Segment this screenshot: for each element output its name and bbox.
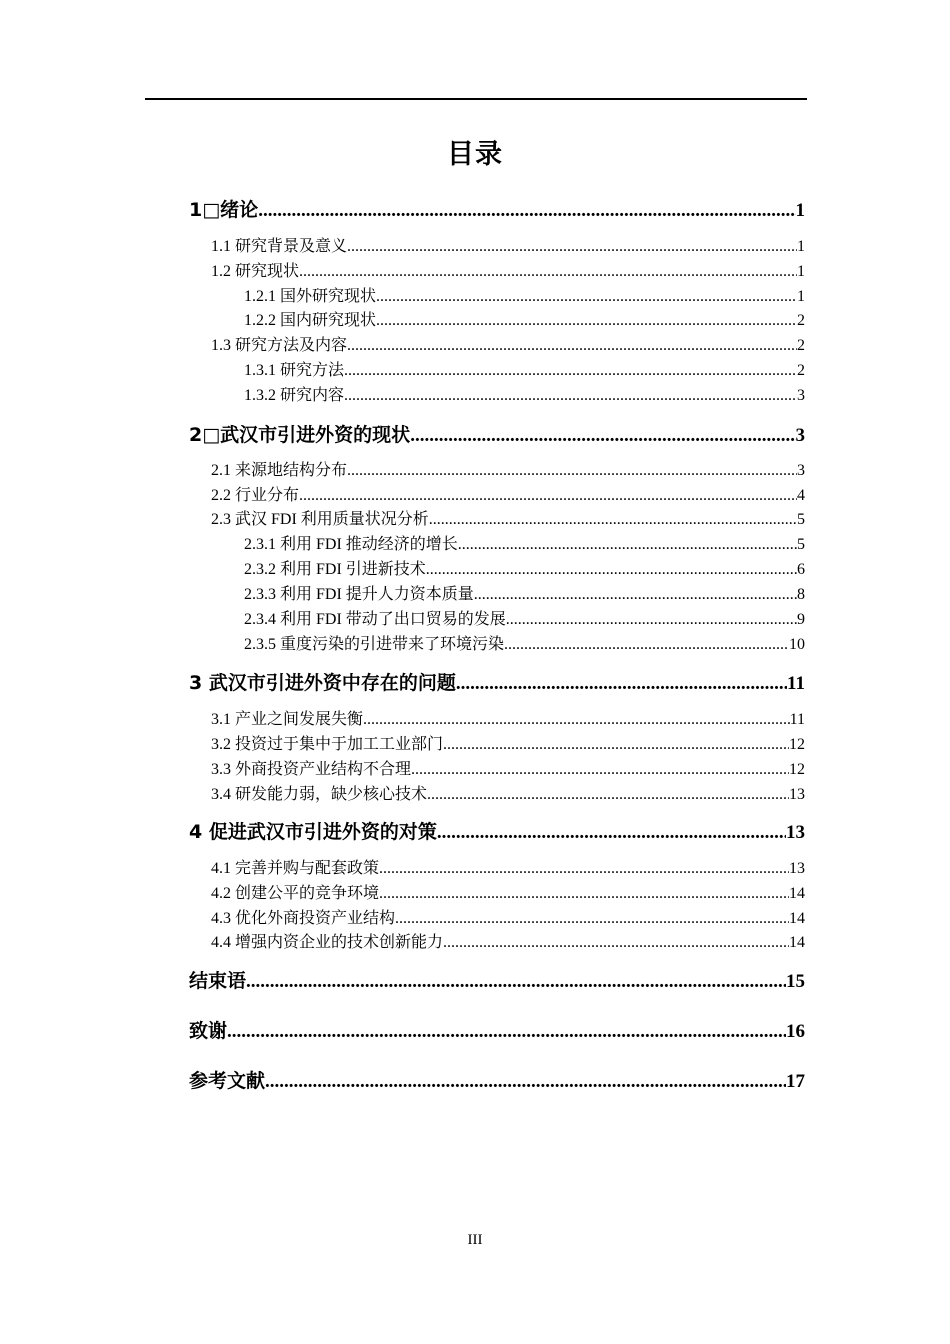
- toc-entry-4-4[interactable]: [211, 932, 805, 954]
- toc-entry-page: 3: [795, 425, 805, 446]
- toc-entry-label: 1.1 研究背景及意义: [211, 238, 348, 255]
- toc-entry-label: 1.2.2 国内研究现状: [244, 312, 377, 329]
- dot-leader: [379, 883, 789, 905]
- toc-entry-label: 2.3.3 利用 FDI 提升人力资本质量: [244, 586, 474, 603]
- toc-entry-label: 4.4 增强内资企业的技术创新能力: [211, 934, 444, 951]
- toc-entry-page: 1: [797, 288, 805, 305]
- toc-entry-2-2[interactable]: [211, 485, 805, 507]
- dot-leader: [344, 360, 797, 382]
- dot-leader: [456, 671, 787, 697]
- toc-entry-page: 12: [789, 736, 805, 753]
- dot-leader: [299, 261, 797, 283]
- toc-entry-1-2[interactable]: [211, 261, 805, 283]
- dot-leader: [265, 1069, 786, 1095]
- dot-leader: [411, 759, 789, 781]
- toc-entry-1-1[interactable]: [211, 236, 805, 258]
- dot-leader: [344, 385, 797, 407]
- toc-entry-page: 1: [795, 200, 805, 221]
- dot-leader: [437, 820, 786, 846]
- dot-leader: [443, 932, 789, 954]
- toc-entry-2-3-5[interactable]: [244, 634, 805, 656]
- toc-entry-3-2[interactable]: [211, 734, 805, 756]
- toc-entry-label: 致谢: [189, 1020, 228, 1042]
- dot-leader: [426, 559, 797, 581]
- dot-leader: [347, 460, 797, 482]
- toc-entry-label: 2.3.4 利用 FDI 带动了出口贸易的发展: [244, 611, 506, 628]
- toc-entry-1-3-1[interactable]: [244, 360, 805, 382]
- dot-leader: [379, 858, 789, 880]
- dot-leader: [427, 784, 789, 806]
- toc-entry-2-3-4[interactable]: [244, 609, 805, 631]
- dot-leader: [410, 423, 795, 449]
- toc-entry-chapter-1[interactable]: [189, 197, 805, 223]
- toc-entry-page: 11: [787, 673, 805, 694]
- toc-entry-2-1[interactable]: [211, 460, 805, 482]
- toc-entry-page: 8: [797, 586, 805, 603]
- toc-entry-4-1[interactable]: [211, 858, 805, 880]
- toc-entry-page: 3: [797, 387, 805, 404]
- dot-leader: [347, 335, 797, 357]
- dot-leader: [258, 198, 795, 224]
- dot-leader: [458, 534, 797, 556]
- toc-entry-label: 3 武汉市引进外资中存在的问题: [189, 672, 456, 694]
- toc-entry-page: 1: [797, 263, 805, 280]
- toc-entry-page: 16: [786, 1021, 805, 1042]
- dot-leader: [443, 734, 789, 756]
- toc-entry-3-3[interactable]: [211, 759, 805, 781]
- toc-entry-conclusion[interactable]: [189, 968, 805, 994]
- dot-leader: [376, 286, 797, 308]
- toc-entry-page: 13: [786, 822, 805, 843]
- toc-entry-label: 1□绪论: [189, 199, 259, 221]
- toc-entry-page: 6: [797, 561, 805, 578]
- toc-entry-4-3[interactable]: [211, 908, 805, 930]
- toc-entry-label: 2□武汉市引进外资的现状: [189, 424, 411, 446]
- toc-entry-2-3-1[interactable]: [244, 534, 805, 556]
- toc-entry-label: 参考文献: [189, 1070, 266, 1092]
- toc-entry-3-1[interactable]: [211, 709, 805, 731]
- toc-entry-page: 13: [789, 860, 805, 877]
- toc-entry-label: 4.3 优化外商投资产业结构: [211, 910, 396, 927]
- toc-entry-acknowledgements[interactable]: [189, 1018, 805, 1044]
- toc-entry-page: 2: [797, 362, 805, 379]
- toc-entry-label: 2.3.2 利用 FDI 引进新技术: [244, 561, 426, 578]
- toc-entry-page: 9: [797, 611, 805, 628]
- dot-leader: [246, 969, 786, 995]
- toc-entry-1-3-2[interactable]: [244, 385, 805, 407]
- toc-entry-label: 2.1 来源地结构分布: [211, 462, 348, 479]
- toc-entry-label: 1.3.1 研究方法: [244, 362, 345, 379]
- toc-entry-chapter-2[interactable]: [189, 422, 805, 448]
- toc-entry-1-3[interactable]: [211, 335, 805, 357]
- toc-entry-page: 10: [789, 636, 805, 653]
- toc-entry-label: 2.3.5 重度污染的引进带来了环境污染: [244, 636, 505, 653]
- toc-entry-1-2-2[interactable]: [244, 310, 805, 332]
- toc-entry-2-3-3[interactable]: [244, 584, 805, 606]
- toc-entry-label: 3.1 产业之间发展失衡: [211, 711, 364, 728]
- toc-entry-label: 1.2.1 国外研究现状: [244, 288, 377, 305]
- dot-leader: [506, 609, 797, 631]
- toc-entry-page: 5: [797, 511, 805, 528]
- dot-leader: [504, 634, 789, 656]
- toc-entry-label: 4 促进武汉市引进外资的对策: [189, 821, 437, 843]
- toc-entry-page: 2: [797, 337, 805, 354]
- toc-entry-references[interactable]: [189, 1068, 805, 1094]
- toc-title: 目录: [447, 139, 503, 170]
- toc-entry-page: 1: [797, 238, 805, 255]
- toc-entry-label: 2.3 武汉 FDI 利用质量状况分析: [211, 511, 429, 528]
- dot-leader: [347, 236, 797, 258]
- toc-entry-4-2[interactable]: [211, 883, 805, 905]
- dot-leader: [429, 509, 797, 531]
- toc-entry-label: 3.2 投资过于集中于加工工业部门: [211, 736, 444, 753]
- toc-entry-page: 3: [797, 462, 805, 479]
- dot-leader: [474, 584, 797, 606]
- toc-entry-label: 2.3.1 利用 FDI 推动经济的增长: [244, 536, 458, 553]
- toc-entry-2-3[interactable]: [211, 509, 805, 531]
- toc-entry-page: 5: [797, 536, 805, 553]
- toc-entry-chapter-4[interactable]: [189, 819, 805, 845]
- toc-entry-page: 4: [797, 487, 805, 504]
- toc-entry-label: 2.2 行业分布: [211, 487, 300, 504]
- dot-leader: [363, 709, 790, 731]
- toc-entry-label: 1.3.2 研究内容: [244, 387, 345, 404]
- toc-entry-label: 结束语: [189, 970, 247, 992]
- toc-entry-page: 11: [789, 711, 805, 728]
- toc-entry-chapter-3[interactable]: [189, 670, 805, 696]
- toc-entry-page: 15: [786, 971, 805, 992]
- dot-leader: [395, 908, 789, 930]
- toc-entry-page: 14: [789, 934, 805, 951]
- toc-entry-label: 3.4 研发能力弱，缺少核心技术: [211, 786, 428, 803]
- toc-entry-page: 14: [789, 910, 805, 927]
- toc-entry-label: 1.2 研究现状: [211, 263, 300, 280]
- dot-leader: [299, 485, 797, 507]
- toc-entry-page: 12: [789, 761, 805, 778]
- toc-entry-page: 17: [786, 1071, 805, 1092]
- dot-leader: [376, 310, 797, 332]
- toc-entry-label: 4.2 创建公平的竞争环境: [211, 885, 380, 902]
- dot-leader: [227, 1019, 786, 1045]
- toc-entry-2-3-2[interactable]: [244, 559, 805, 581]
- toc-entry-label: 4.1 完善并购与配套政策: [211, 860, 380, 877]
- toc-entry-1-2-1[interactable]: [244, 286, 805, 308]
- toc-entry-page: 13: [789, 786, 805, 803]
- toc-entry-3-4[interactable]: [211, 784, 805, 806]
- toc-entry-label: 1.3 研究方法及内容: [211, 337, 348, 354]
- toc-entry-label: 3.3 外商投资产业结构不合理: [211, 761, 412, 778]
- page-number: III: [467, 1232, 483, 1248]
- toc-entry-page: 2: [797, 312, 805, 329]
- toc-entry-page: 14: [789, 885, 805, 902]
